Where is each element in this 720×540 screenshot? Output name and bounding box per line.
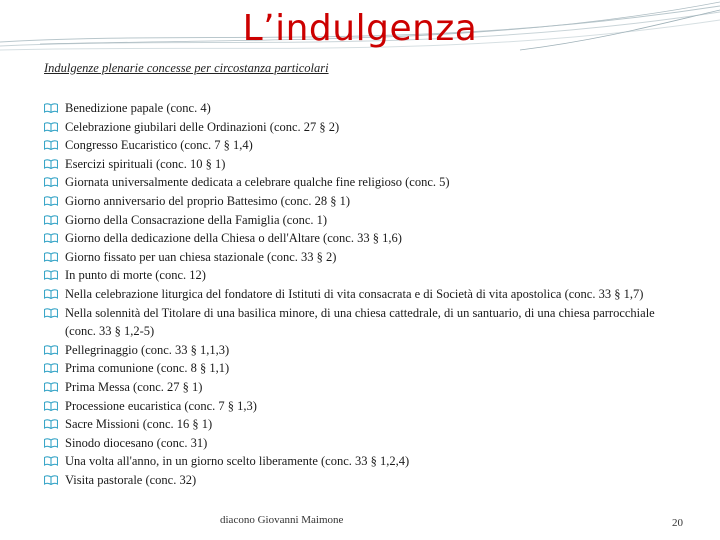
list-item-text: Giorno della dedicazione della Chiesa o dell'Altare (conc. 33 § 1,6) [65, 231, 402, 246]
book-bullet-icon [44, 270, 58, 280]
list-item-text: Nella solennità del Titolare di una basilica minore, di una chiesa cattedrale, di un santuario, di una chiesa parrocchiale (conc. 33 § 1,2-5) [65, 305, 655, 339]
list-item-text: Giorno anniversario del proprio Battesimo (conc. 28 § 1) [65, 193, 350, 208]
indulgence-list [44, 99, 684, 489]
book-bullet-icon [44, 177, 58, 187]
list-item-text: Giorno della Consacrazione della Famiglia (conc. 1) [65, 212, 328, 227]
list-item [44, 285, 684, 304]
list-item-text: Prima comunione (conc. 8 § 1,1) [65, 361, 230, 376]
list-item [44, 304, 684, 341]
list-item-text: Giorno fissato per uan chiesa stazionale (conc. 33 § 2) [65, 249, 337, 264]
book-bullet-icon [44, 122, 58, 132]
list-item [44, 359, 684, 378]
book-bullet-icon [44, 475, 58, 485]
list-item-text: Sinodo diocesano (conc. 31) [65, 435, 208, 450]
book-bullet-icon [44, 140, 58, 150]
slide-title: L’indulgenza [242, 8, 478, 49]
list-item [44, 434, 684, 453]
list-item [44, 378, 684, 397]
book-bullet-icon [44, 363, 58, 373]
list-item-text: Nella celebrazione liturgica del fondatore di Istituti di vita consacrata e di Società di vita apostolica (conc. 33 § 1,7) [65, 286, 644, 301]
list-item-text: Una volta all'anno, in un giorno scelto liberamente (conc. 33 § 1,2,4) [65, 454, 410, 469]
book-bullet-icon [44, 159, 58, 169]
list-item [44, 211, 684, 230]
list-item [44, 266, 684, 285]
list-item-text: Congresso Eucaristico (conc. 7 § 1,4) [65, 138, 253, 153]
book-bullet-icon [44, 438, 58, 448]
slide-subtitle: Indulgenze plenarie concesse per circostanza particolari [44, 61, 329, 75]
list-item [44, 136, 684, 155]
page-number: 20 [672, 517, 683, 529]
list-item [44, 452, 684, 471]
list-item-text: Sacre Missioni (conc. 16 § 1) [65, 417, 213, 432]
list-item [44, 99, 684, 118]
book-bullet-icon [44, 215, 58, 225]
book-bullet-icon [44, 103, 58, 113]
book-bullet-icon [44, 345, 58, 355]
book-bullet-icon [44, 401, 58, 411]
list-item [44, 229, 684, 248]
book-bullet-icon [44, 289, 58, 299]
list-item [44, 248, 684, 267]
list-item-text: Giornata universalmente dedicata a celebrare qualche fine religioso (conc. 5) [65, 175, 450, 190]
book-bullet-icon [44, 196, 58, 206]
list-item [44, 341, 684, 360]
list-item-text: Pellegrinaggio (conc. 33 § 1,1,3) [65, 342, 230, 357]
list-item-text: In punto di morte (conc. 12) [65, 268, 206, 283]
book-bullet-icon [44, 252, 58, 262]
list-item-text: Benedizione papale (conc. 4) [65, 101, 211, 115]
list-item-text: Esercizi spirituali (conc. 10 § 1) [65, 156, 226, 171]
book-bullet-icon [44, 419, 58, 429]
book-bullet-icon [44, 308, 58, 318]
list-item [44, 173, 684, 192]
list-item [44, 118, 684, 137]
list-item [44, 192, 684, 211]
book-bullet-icon [44, 382, 58, 392]
book-bullet-icon [44, 456, 58, 466]
list-item-text: Celebrazione giubilari delle Ordinazioni (conc. 27 § 2) [65, 119, 340, 134]
list-item [44, 471, 684, 490]
list-item [44, 155, 684, 174]
list-item [44, 415, 684, 434]
list-item [44, 397, 684, 416]
list-item-text: Prima Messa (conc. 27 § 1) [65, 379, 203, 394]
list-item-text: Processione eucaristica (conc. 7 § 1,3) [65, 398, 257, 413]
book-bullet-icon [44, 233, 58, 243]
footer-author: diacono Giovanni Maimone [220, 514, 344, 526]
list-item-text: Visita pastorale (conc. 32) [65, 472, 197, 487]
